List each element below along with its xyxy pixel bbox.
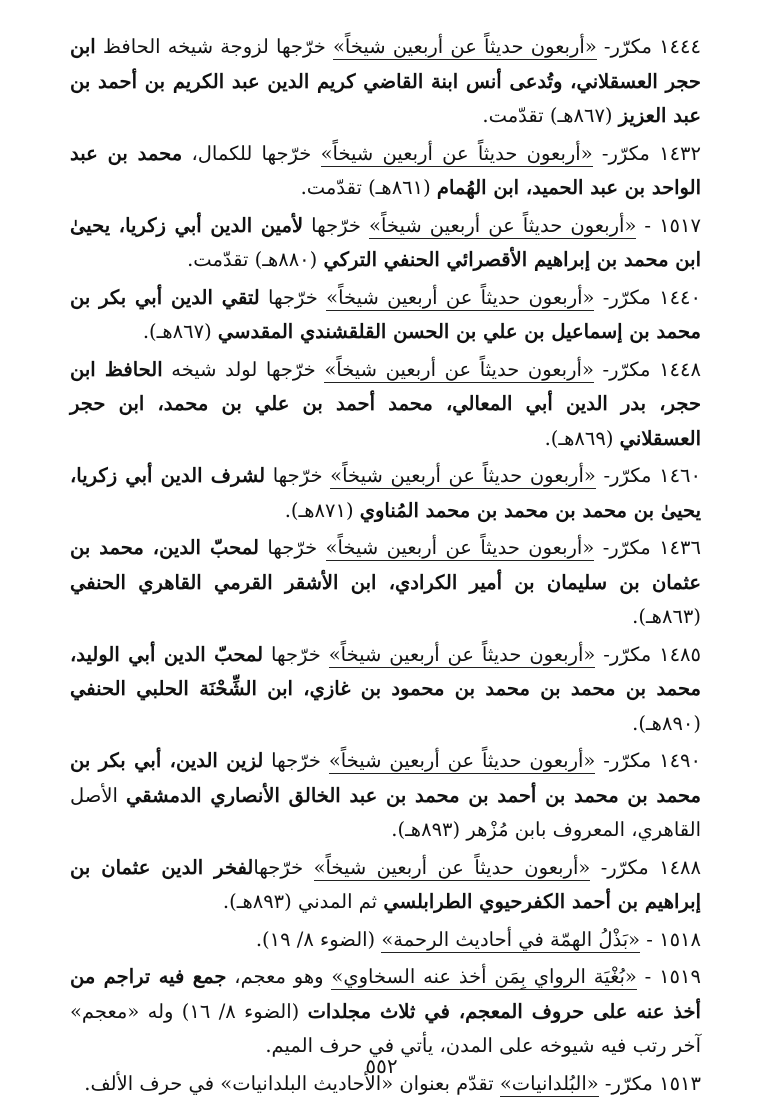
entry-number: ١٤٣٢ [659, 141, 701, 165]
entry-1488 [70, 851, 701, 920]
entry-text: (الضوء ٨/ ١٩). [255, 927, 382, 951]
entry-person: جمع فيه تراجم من أخذ عنه على حروف المعجم، في ثلاث مجلدات [70, 965, 701, 1023]
entry-1440 [70, 281, 701, 350]
entry-1519 [70, 960, 701, 1064]
entry-title: «بُغْيَة الرواي بِمَن أخذ عنه السخاوي» [331, 965, 637, 988]
entry-person: لشرف الدين أبي زكريا، يحيىٰ بن محمد بن محمد بن محمد المُناوي [70, 464, 701, 522]
entry-title: «أربعون حديثاً عن أربعين شيخاً» [313, 855, 591, 879]
entry-1460 [70, 459, 701, 528]
entry-text: خرّجها لولد شيخه [162, 357, 325, 381]
entry-text: وهو معجم، [226, 965, 332, 988]
entry-title: «أربعون حديثاً عن أربعين شيخاً» [332, 35, 597, 58]
entry-person: ابن حجر العسقلاني، وتُدعى أنس ابنة القاضي كريم الدين عبد الكريم بن أحمد بن عبد العزيز [70, 35, 701, 127]
entry-person: لزين الدين، أبي بكر بن محمد بن محمد بن أحمد بن محمد بن عبد الخالق الأنصاري الدمشقي [70, 749, 701, 807]
page-body [70, 30, 701, 1104]
entry-title: «بَذْلُ الهمّة في أحاديث الرحمة» [381, 927, 641, 951]
entry-number: ١٤٨٨ [659, 855, 701, 879]
page-number: ٥٥٢ [365, 1054, 398, 1078]
entry-number: ١٤٨٥ [659, 642, 701, 666]
entry-prefix: - [636, 965, 660, 988]
entry-1490 [70, 744, 701, 848]
entry-number: ١٤٩٠ [659, 749, 701, 772]
entry-1436 [70, 531, 701, 635]
entry-person: لتقي الدين أبي بكر بن محمد بن إسماعيل بن علي بن الحسن القلقشندي المقدسي [70, 285, 701, 343]
entry-text: خرّجها [253, 855, 314, 879]
entry-prefix: مكرّر- [595, 749, 660, 772]
entry-number: ١٥١٧ [659, 213, 701, 237]
entry-text: خرّجها [265, 464, 331, 487]
entry-text: خرّجها [263, 749, 329, 772]
entry-text: (٨٦٧هـ) تقدّمت. [482, 104, 619, 127]
entry-text: (الضوء ٨/ ١٦) وله «معجم» آخر رتب فيه شيوخه على المدن، يأتي في حرف الميم. [70, 999, 701, 1057]
entry-text: (٨٧١هـ). [284, 498, 360, 522]
entry-text: (٨٩٠هـ). [632, 711, 701, 735]
entry-text: (٨٦٩هـ). [544, 426, 620, 450]
entry-prefix: مكرّر- [593, 357, 660, 381]
entry-title: «أربعون حديثاً عن أربعين شيخاً» [330, 464, 596, 487]
entry-title: «أربعون حديثاً عن أربعين شيخاً» [369, 213, 637, 237]
entry-prefix: مكرّر- [598, 1071, 660, 1095]
entry-text: خرّجها [303, 213, 370, 237]
entry-1448 [70, 353, 701, 457]
entry-title: «أربعون حديثاً عن أربعين شيخاً» [320, 141, 593, 165]
entry-number: ١٤٣٦ [659, 536, 701, 559]
entry-title: «أربعون حديثاً عن أربعين شيخاً» [326, 285, 595, 309]
entry-text: خرّجها لزوجة شيخه الحافظ [95, 35, 333, 58]
entry-1432 [70, 137, 701, 206]
entry-person: لأمين الدين أبي زكريا، يحيىٰ ابن محمد بن إبراهيم الأقصرائي الحنفي التركي [70, 213, 701, 271]
entry-1444 [70, 30, 701, 134]
entry-text: خرّجها للكمال، [182, 141, 321, 165]
entry-person: محمد بن عبد الواحد بن عبد الحميد، ابن الهُمام [70, 141, 701, 199]
entry-text: «الأحاديث البلدانيات» في حرف الألف. [84, 1071, 394, 1095]
entry-prefix: - [636, 213, 660, 237]
entry-title: «أربعون حديثاً عن أربعين شيخاً» [328, 749, 596, 772]
entry-text: الأصل القاهري، المعروف بابن مُزْهر (٨٩٣هـ). [70, 783, 701, 841]
entry-person: الحافظ ابن حجر، بدر الدين أبي المعالي، محمد أحمد بن علي بن محمد، ابن حجر العسقلاني [70, 357, 701, 450]
entry-title: «أربعون حديثاً عن أربعين شيخاً» [328, 642, 596, 666]
entry-text: خرّجها [259, 285, 327, 309]
entry-text: (٨٨٠هـ) تقدّمت. [187, 248, 324, 271]
entry-text: (٨٦٧هـ). [142, 320, 218, 343]
entry-prefix: مكرّر- [594, 536, 660, 559]
entry-prefix: مكرّر- [590, 855, 660, 879]
entry-text: تقدّم بعنوان [393, 1071, 500, 1095]
entry-person: لمحبّ الدين أبي الوليد، محمد بن محمد بن محمد بن محمود بن غازي، ابن الشِّحْنَة الحلبي الحنفي [70, 642, 701, 700]
entry-prefix: مكرّر- [594, 285, 660, 309]
entry-text: (٨٦١هـ) تقدّمت. [300, 176, 437, 199]
entry-number: ١٤٤٤ [659, 35, 701, 58]
entry-title: «أربعون حديثاً عن أربعين شيخاً» [325, 536, 595, 559]
entry-number: ١٥١٨ [659, 927, 701, 951]
entry-1518 [70, 923, 701, 958]
entry-1485 [70, 638, 701, 742]
entry-person: لمحبّ الدين، محمد بن عثمان بن سليمان بن أمير الكرادي، ابن الأشقر القرمي القاهري الحنفي [70, 536, 701, 594]
entry-text: (٨٦٣هـ). [632, 605, 701, 628]
entry-number: ١٤٤٨ [659, 357, 701, 381]
entry-text: ثم المدني (٨٩٣هـ). [222, 890, 384, 913]
entry-prefix: مكرّر- [592, 141, 660, 165]
entry-person: لفخر الدين عثمان بن إبراهيم بن أحمد الكفرحيوي الطرابلسي [70, 855, 701, 913]
entry-text: خرّجها [263, 642, 329, 666]
entry-prefix: مكرّر- [595, 464, 660, 487]
entry-title: «أربعون حديثاً عن أربعين شيخاً» [324, 357, 594, 381]
entry-title: «البُلدانيات» [499, 1071, 599, 1095]
entry-number: ١٤٤٠ [659, 285, 701, 309]
entry-prefix: مكرّر- [596, 35, 660, 58]
entry-prefix: مكرّر- [595, 642, 660, 666]
entry-1517 [70, 209, 701, 278]
entry-text: خرّجها [258, 536, 326, 559]
entry-number: ١٥١٣ [659, 1071, 701, 1095]
entry-prefix: - [640, 927, 660, 951]
entry-number: ١٤٦٠ [659, 464, 701, 487]
entry-number: ١٥١٩ [659, 965, 701, 988]
